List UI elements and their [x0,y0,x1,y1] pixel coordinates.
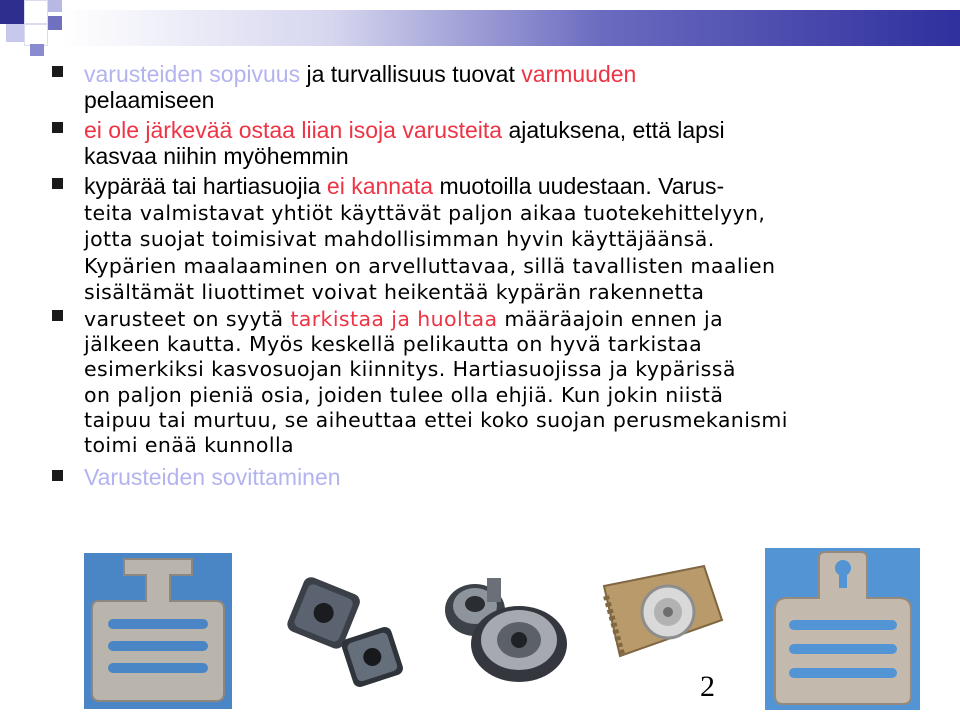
header-square-decoration [30,44,44,56]
text-segment: varusteet on syytä [84,307,291,331]
text-segment: ei ole järkevää ostaa liian isoja varusteita [84,117,503,143]
header-square-decoration [6,24,24,42]
header-square-decoration [24,24,48,46]
bullet-text-line [84,356,736,382]
header-square-decoration [48,0,62,12]
text-segment: toimi enää kunnolla [84,433,295,457]
text-segment: varusteiden sopivuus [84,61,301,87]
text-segment: ajatuksena, että lapsi [502,117,725,143]
bullet-text-line [84,279,704,305]
text-segment: sisältämät liuottimet voivat heikentää kypärän rakennetta [84,280,705,304]
text-segment: muotoilla uudestaan. Varus- [433,173,725,199]
keyhole-buckle-photo [765,548,920,710]
header-gradient-bar [62,10,960,46]
bullet-text-line [84,226,715,252]
text-segment: teita valmistavat yhtiöt käyttävät paljon aikaa tuotekehittelyyn, [84,200,766,225]
text-segment: taipuu tai murtuu, se aiheuttaa ettei koko suojan perusmekanismi [84,407,788,432]
bullet-text-line [84,143,349,169]
bullet-text-line [84,253,775,279]
header-square-decoration [48,16,62,30]
bullet-square [52,310,63,321]
bullet-square [52,178,63,189]
bullet-text-line [84,61,636,87]
text-segment: määräajoin ennen ja [497,307,724,331]
text-segment: esimerkiksi kasvosuojan kiinnitys. Hartiasuojissa ja kypärissä [84,357,736,382]
bullet-text-line [84,87,214,113]
bullet-text-line [84,464,341,490]
header-square-decoration [0,0,24,24]
text-segment: kasvaa niihin myöhemmin [84,143,349,169]
bullet-text-line [84,117,725,143]
text-segment: ei kannata [326,173,434,199]
snap-bracket-photo [592,556,732,676]
bullet-square [52,122,63,133]
bullet-text-line [84,407,788,433]
text-segment: varmuuden [521,61,637,87]
text-segment: ja turvallisuus tuovat [300,61,522,87]
text-segment: jotta suojat toimisivat mahdollisimman hyvin käyttäjäänsä. [84,227,715,251]
bullet-text-line [84,306,723,332]
bullet-text-line [84,432,294,458]
text-segment: Kypärien maalaaminen on arvelluttavaa, sillä tavallisten maalien [84,253,776,278]
bullet-text-line [84,331,702,357]
t-clip-buckle-photo [84,553,232,709]
text-segment: tarkistaa ja huoltaa [290,307,498,331]
bullet-square [52,66,63,77]
page-number: 2 [700,670,715,703]
bullet-text-line [84,200,765,226]
square-nut-photo [284,572,408,692]
bullet-text-line [84,173,724,199]
bullet-text-line [84,382,723,408]
header-square-decoration [24,0,48,24]
text-segment: kypärää tai hartiasuojia [84,173,327,199]
text-segment: Varusteiden sovittaminen [84,464,341,490]
text-segment: pelaamiseen [84,87,215,113]
bullet-square [52,470,63,481]
text-segment: jälkeen kautta. Myös keskellä pelikautta on hyvä tarkistaa [84,332,703,357]
text-segment: on paljon pieniä osia, joiden tulee olla ehjiä. Kun jokin niistä [84,382,724,407]
screw-and-snap-photo [437,568,573,686]
